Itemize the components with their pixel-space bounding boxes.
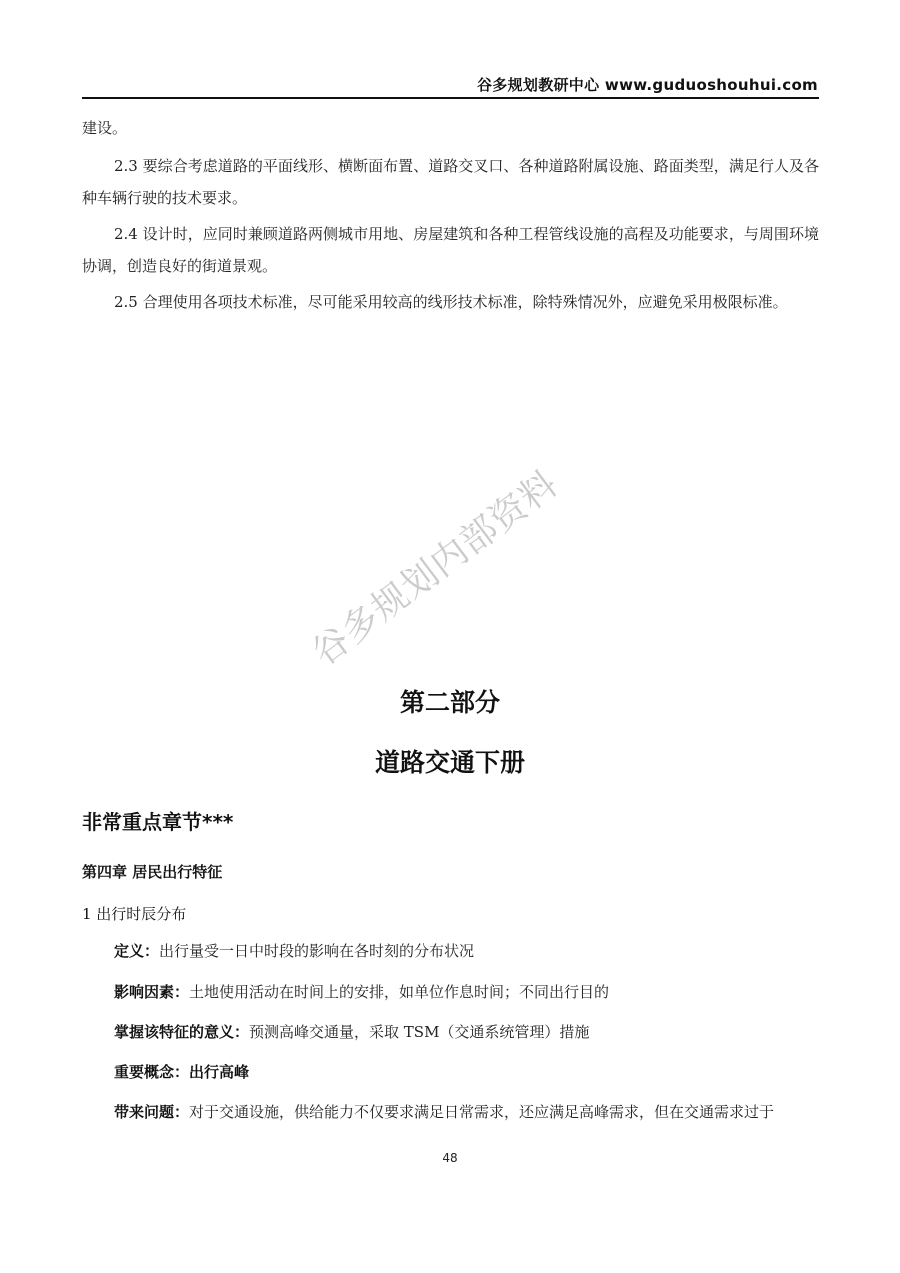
header-rule bbox=[82, 97, 819, 99]
problem-line bbox=[114, 1101, 819, 1122]
concept-line bbox=[114, 1061, 819, 1082]
influence-line bbox=[114, 981, 819, 1002]
part-title: 道路交通下册 bbox=[374, 748, 525, 777]
definition-text: 出行量受一日中时段的影响在各时刻的分布状况 bbox=[159, 942, 475, 960]
paragraph-2-3: 2.3 要综合考虑道路的平面线形、横断面布置、道路交叉口、各种道路附属设施、路面类型，满足行人及各种车辆行驶的技术要求。 bbox=[82, 157, 819, 207]
definition-label: 定义： bbox=[114, 942, 160, 960]
problem-text: 对于交通设施，供给能力不仅要求满足日常需求，还应满足高峰需求，但在交通需求过于 bbox=[189, 1103, 775, 1121]
section-title: 1 出行时辰分布 bbox=[82, 905, 187, 923]
watermark: 谷多规划内部资料 bbox=[304, 463, 566, 675]
header-title: 谷多规划教研中心 www.guduoshouhui.com bbox=[477, 76, 818, 94]
paragraph-2-5: 2.5 合理使用各项技术标准，尽可能采用较高的线形技术标准，除特殊情况外，应避免采用极限标准。 bbox=[114, 293, 788, 311]
paragraph-2-4: 2.4 设计时，应同时兼顾道路两侧城市用地、房屋建筑和各种工程管线设施的高程及功能要求，与周围环境协调，创造良好的街道景观。 bbox=[82, 225, 819, 275]
part-number: 第二部分 bbox=[399, 688, 500, 717]
chapter-title: 第四章 居民出行特征 bbox=[82, 863, 223, 881]
page-number: 48 bbox=[442, 1151, 458, 1165]
paragraph-continuation: 建设。 bbox=[82, 119, 128, 137]
significance-text: 预测高峰交通量，采取 TSM（交通系统管理）措施 bbox=[249, 1023, 590, 1041]
influence-label: 影响因素： bbox=[114, 983, 190, 1001]
influence-text: 土地使用活动在时间上的安排，如单位作息时间；不同出行目的 bbox=[189, 983, 610, 1001]
significance-label: 掌握该特征的意义： bbox=[114, 1023, 250, 1041]
definition-line bbox=[114, 940, 819, 961]
problem-label: 带来问题： bbox=[114, 1103, 190, 1121]
concept-label: 重要概念：出行高峰 bbox=[114, 1063, 250, 1081]
chapter-heading: 非常重点章节*** bbox=[82, 810, 234, 834]
significance-line bbox=[114, 1021, 819, 1042]
